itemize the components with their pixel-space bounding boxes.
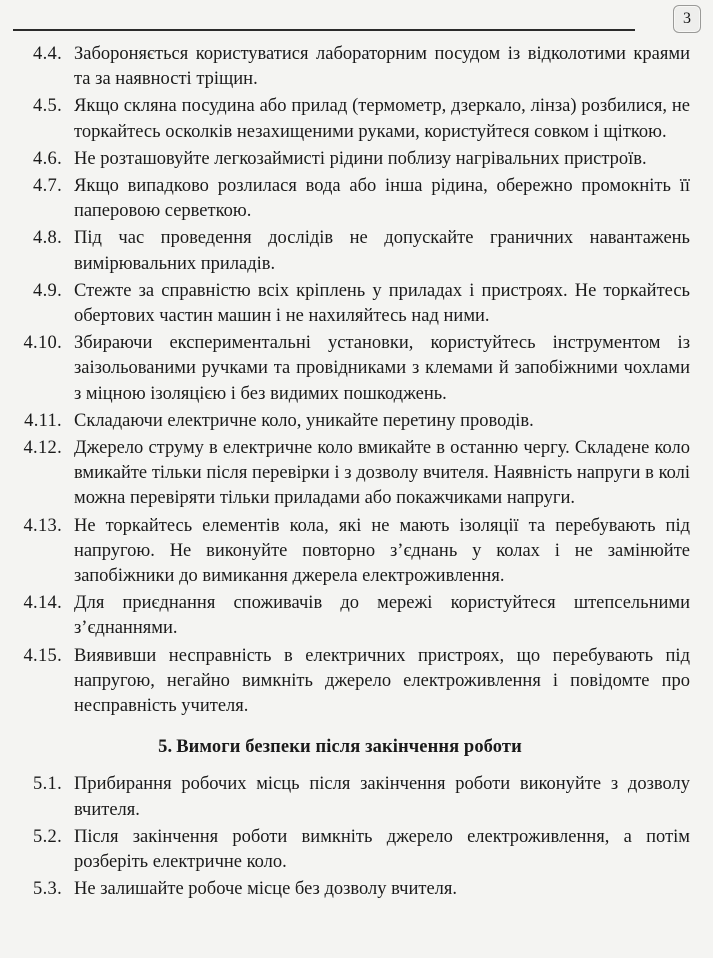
page-number-text: 3 [683, 10, 691, 27]
list-item-number: 4.4. [33, 44, 62, 64]
list-item-number: 4.12. [23, 438, 62, 459]
section-heading-number: 5. [158, 737, 173, 758]
list-item-text: Не залишайте робоче місце без дозволу вчителя. [74, 879, 458, 900]
list-item-text: Збираючи експериментальні установки, користуйтесь інструментом із заізольованими ручками та провідниками з клемами й запобіжними чохлами з міцною ізоляцією і без видимих пошкоджень. [74, 333, 690, 404]
list-item [0, 42, 690, 92]
list-item [0, 279, 690, 329]
list-item [0, 147, 690, 172]
section-heading-title: Вимоги безпеки після закінчення роботи [176, 737, 522, 758]
list-item-number: 4.5. [33, 96, 62, 117]
list-item [0, 174, 690, 224]
header-divider-rule [13, 29, 635, 31]
list-item-number: 4.6. [33, 148, 62, 169]
list-item-text: Після закінчення роботи вимкніть джерело електроживлення, а потім розберіть електричне коло. [74, 826, 690, 873]
list-item [0, 591, 690, 641]
list-item [0, 825, 690, 875]
list-item [0, 877, 690, 902]
list-item-text: Складаючи електричне коло, уникайте перетину проводів. [74, 410, 534, 431]
list-item-text: Для приєднання споживачів до мережі користуйтеся штепсельними з’єднаннями. [74, 593, 690, 639]
page-number-badge [673, 5, 701, 33]
list-item-text: Якщо випадково розлилася вода або інша рідина, обережно промокніть її паперовою серветкою. [74, 176, 690, 222]
list-item-number: 5.3. [33, 879, 62, 900]
list-item-text: Стежте за справністю всіх кріплень у приладах і пристроях. Не торкайтесь обертових частин машин і не нахиляйтесь над ними. [74, 280, 690, 327]
list-item [0, 331, 690, 407]
list-item-text: Виявивши несправність в електричних пристроях, що перебувають під напругою, негайно вимкніть джерело електроживлення і повідомте про несправність учителя. [74, 645, 690, 717]
list-item-text: Прибирання робочих місць після закінчення роботи виконуйте з дозволу вчителя. [74, 774, 690, 820]
list-item-text: Під час проведення дослідів не допускайте граничних навантажень вимірювальних приладів. [74, 228, 690, 274]
list-item-number: 4.11. [24, 410, 62, 431]
list-item-text: Не розташовуйте легкозаймисті рідини поблизу нагрівальних пристроїв. [74, 148, 647, 169]
list-item [0, 772, 690, 822]
list-item-number: 4.10. [23, 333, 62, 354]
list-item-number: 4.13. [23, 515, 62, 536]
list-item-text: Якщо скляна посудина або прилад (термометр, дзеркало, лінза) розбилися, не торкайтесь осколків незахищеними руками, користуйтеся совком і щіткою. [74, 96, 690, 142]
list-item-text: Забороняється користуватися лабораторним посудом із відколотими краями та за наявності тріщин. [74, 44, 690, 90]
list-item-number: 4.15. [23, 645, 62, 666]
list-item [0, 514, 690, 590]
list-item [0, 409, 690, 434]
list-item-text: Не торкайтесь елементів кола, які не мають ізоляції та перебувають під напругою. Не виконуйте повторно з’єднань у колах і не замінюйте запобіжники до вимикання джерела електроживлення. [74, 515, 690, 587]
list-item-number: 4.8. [33, 228, 62, 249]
list-item [0, 94, 690, 144]
list-item [0, 226, 690, 276]
list-item-number: 5.1. [33, 774, 62, 795]
section-heading [0, 735, 690, 760]
list-item-number: 4.9. [33, 280, 62, 301]
document-content [0, 42, 713, 905]
list-item [0, 436, 690, 512]
list-item-text: Джерело струму в електричне коло вмикайте в останню чергу. Складене коло вмикайте тільки після перевірки і з дозволу вчителя. Наявність напруги в колі можна перевіряти тільки приладами або покажчиками напруги. [74, 438, 690, 509]
list-item-number: 5.2. [33, 826, 62, 847]
list-item [0, 644, 690, 720]
list-item-number: 4.7. [33, 176, 62, 197]
list-item-number: 4.14. [23, 593, 62, 614]
